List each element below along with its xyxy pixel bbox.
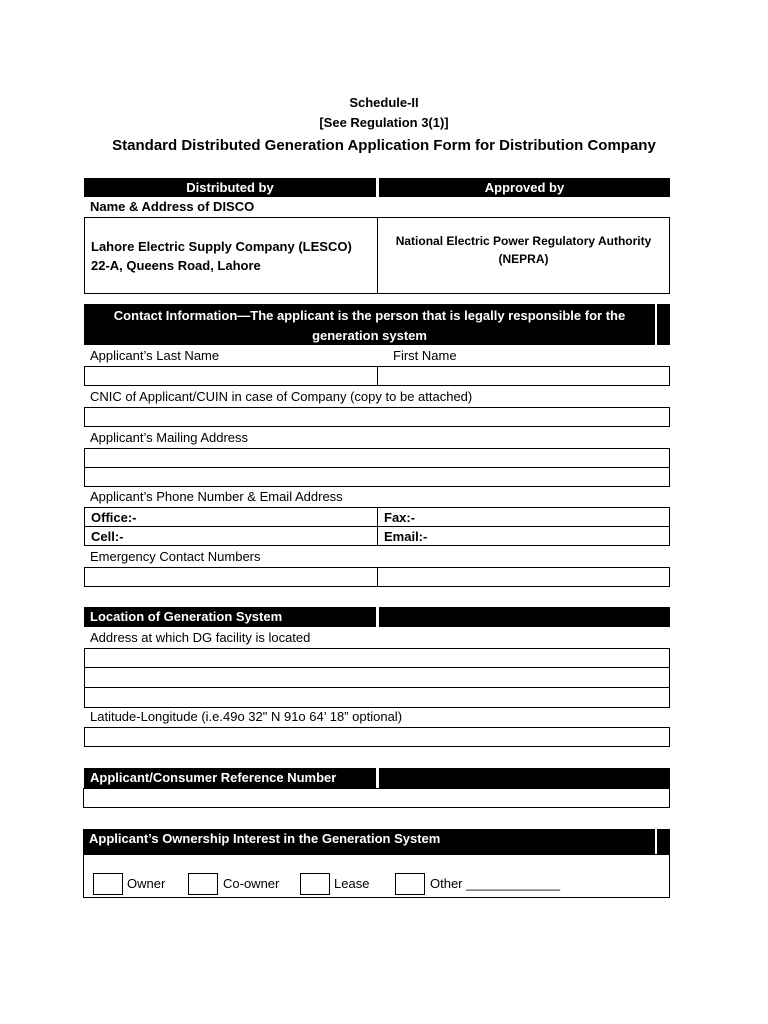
emergency-contact-field-2[interactable] [377,567,670,587]
location-header-right-cell [379,607,670,627]
owner-option-label: Owner [127,876,166,891]
ownership-header-end-cell [657,829,670,855]
dg-address-field-line2[interactable] [84,667,670,688]
last-name-field[interactable] [84,366,378,386]
emergency-contact-field-1[interactable] [84,567,378,587]
dg-address-field-line1[interactable] [84,648,670,668]
contact-header-line2: generation system [312,328,427,343]
disco-info-cell [84,217,378,294]
dg-address-field-line3[interactable] [84,687,670,708]
email-label: Email:- [384,529,428,544]
phone-email-label: Applicant’s Phone Number & Email Address [90,489,343,504]
other-checkbox[interactable] [395,873,425,895]
distributed-by-header: Distributed by [84,178,376,197]
cell-label: Cell:- [91,529,124,544]
form-title: Standard Distributed Generation Application Form for Distribution Company [112,137,656,154]
co-owner-checkbox[interactable] [188,873,218,895]
cnic-field[interactable] [84,407,670,427]
cnic-label: CNIC of Applicant/CUIN in case of Company (copy to be attached) [90,389,473,404]
authority-name: National Electric Power Regulatory Authority [395,234,652,248]
contact-header-line1: Contact Information—The applicant is the person that is legally responsible for the [113,308,626,323]
lat-long-field[interactable] [84,727,670,747]
approved-by-header: Approved by [379,178,670,197]
first-name-field[interactable] [377,366,670,386]
other-option-label: Other _____________ [430,876,561,891]
schedule-label: Schedule-II [349,95,419,110]
disco-name-address-label: Name & Address of DISCO [90,199,255,214]
disco-address: 22-A, Queens Road, Lahore [91,258,261,273]
fax-label: Fax:- [384,510,416,525]
cell-phone-field[interactable] [84,526,378,546]
office-label: Office:- [91,510,137,525]
location-header: Location of Generation System [84,607,376,627]
regulation-label: [See Regulation 3(1)] [319,115,449,130]
office-phone-field[interactable] [84,507,378,527]
first-name-label: First Name [393,348,457,363]
last-name-label: Applicant’s Last Name [90,348,220,363]
mailing-address-field-line1[interactable] [84,448,670,468]
disco-name: Lahore Electric Supply Company (LESCO) [91,239,352,254]
mailing-address-label: Applicant’s Mailing Address [90,430,249,445]
lat-long-label: Latitude-Longitude (i.e.49o 32" N 91o 64’ 18” optional) [90,709,403,724]
authority-info-cell [377,217,670,294]
lease-checkbox[interactable] [300,873,330,895]
email-field[interactable] [377,526,670,546]
reference-number-header: Applicant/Consumer Reference Number [84,768,376,788]
owner-checkbox[interactable] [93,873,123,895]
fax-field[interactable] [377,507,670,527]
emergency-contact-label: Emergency Contact Numbers [90,549,261,564]
authority-abbr: (NEPRA) [498,252,549,266]
co-owner-option-label: Co-owner [223,876,280,891]
contact-header-end-cell [657,304,670,345]
reference-header-right-cell [379,768,670,788]
lease-option-label: Lease [334,876,370,891]
reference-number-field[interactable] [83,788,670,808]
dg-address-label: Address at which DG facility is located [90,630,311,645]
ownership-header: Applicant’s Ownership Interest in the Generation System [83,829,655,855]
mailing-address-field-line2[interactable] [84,467,670,487]
contact-info-header [84,304,655,345]
ownership-options-box [83,854,670,898]
